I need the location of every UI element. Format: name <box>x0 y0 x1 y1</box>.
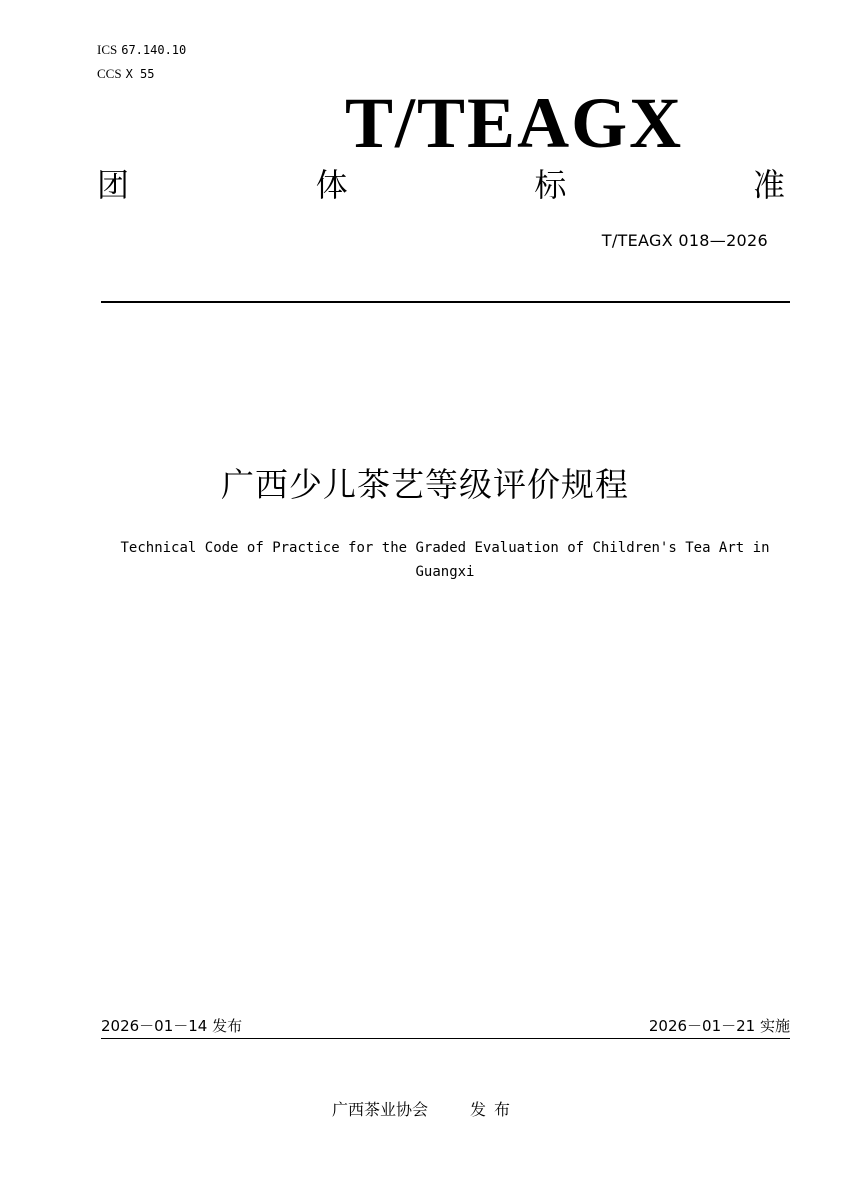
publish-label: 发布 <box>470 1100 519 1119</box>
publisher-name: 广西茶业协会 <box>331 1100 428 1119</box>
ccs-code <box>97 67 154 81</box>
document-title-en: Technical Code of Practice for the Graded Evaluation of Children's Tea Art in Guangxi <box>120 540 770 580</box>
standard-type-char: 团 <box>97 166 130 204</box>
standard-type-heading <box>97 163 785 207</box>
footer-divider <box>101 1038 790 1039</box>
implementation-date: 2026－01－21 实施 <box>648 1017 790 1035</box>
ccs-value: X 55 <box>125 67 155 81</box>
document-title-cn: 广西少儿茶艺等级评价规程 <box>221 465 629 504</box>
ics-value: 67.140.10 <box>121 43 187 57</box>
publisher-line <box>0 1099 850 1121</box>
standard-type-char: 准 <box>752 166 785 204</box>
ccs-label: CCS <box>97 66 122 81</box>
standard-logo: T/TEAGX <box>345 83 684 163</box>
standard-type-char: 标 <box>534 166 567 204</box>
standard-number: T/TEAGX 018—2026 <box>601 231 768 250</box>
issue-date: 2026－01－14 发布 <box>101 1017 243 1035</box>
ics-label: ICS <box>97 42 118 57</box>
ics-code <box>97 43 186 57</box>
standard-type-char: 体 <box>315 166 348 204</box>
header-divider <box>101 301 790 303</box>
